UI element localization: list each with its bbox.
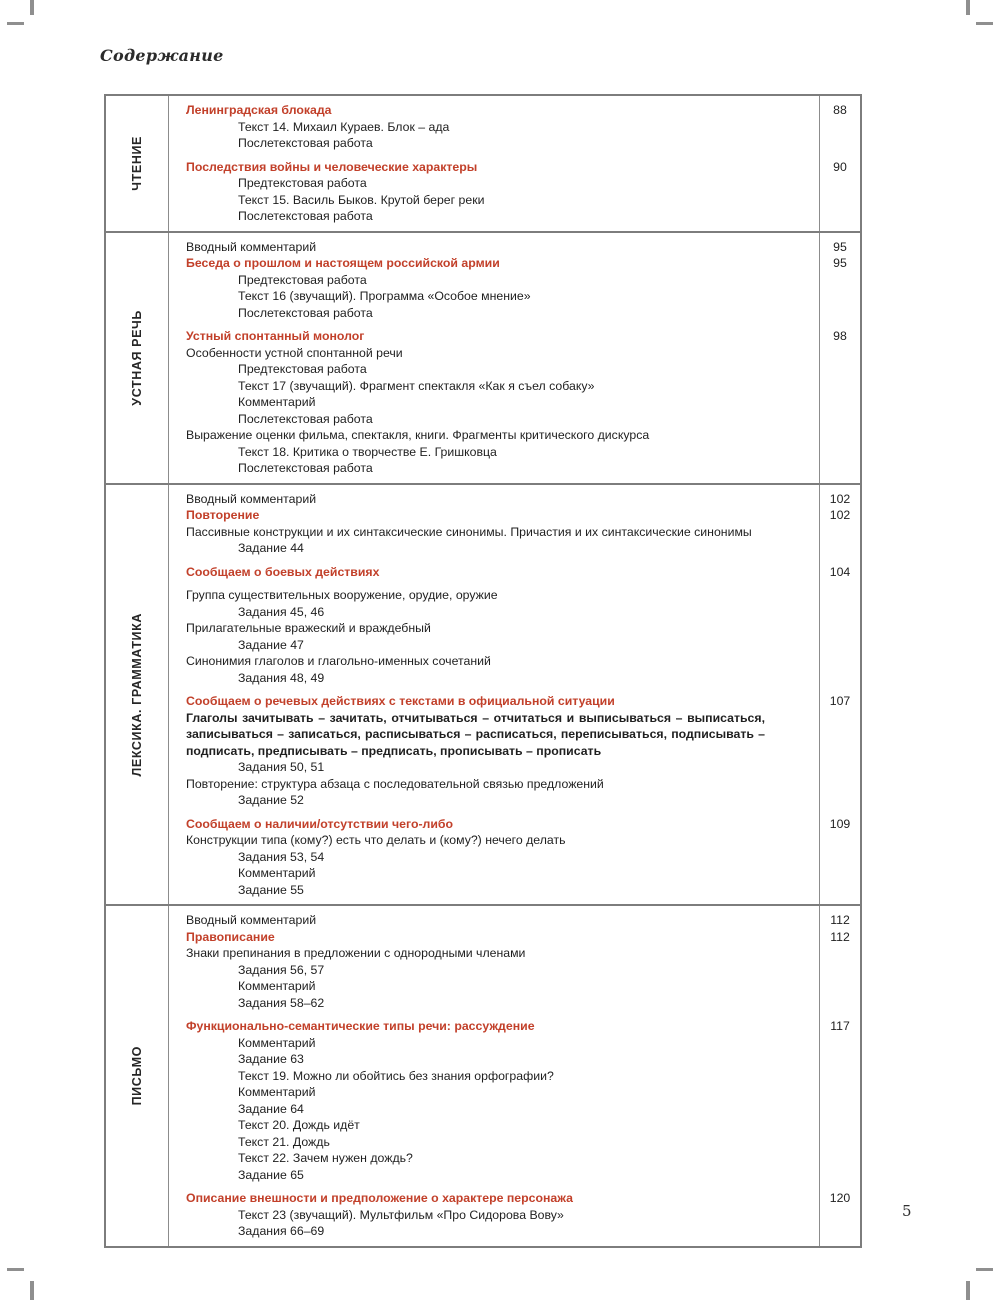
- toc-entry: [186, 255, 860, 272]
- toc-page-number: 102: [829, 491, 851, 506]
- toc-entry-text: Задания 53, 54: [238, 849, 325, 864]
- section-label-cell: [106, 96, 169, 231]
- toc-entry: [186, 637, 860, 654]
- toc-entry: [186, 1117, 860, 1134]
- toc-entry-text: Конструкции типа (кому?) есть что делать и (кому?) нечего делать: [186, 833, 566, 847]
- toc-entry-text: Текст 23 (звучащий). Мультфильм «Про Сидорова Вову»: [238, 1207, 564, 1222]
- toc-entry-text: Комментарий: [238, 395, 316, 409]
- toc-entry-text: Предтекстовая работа: [238, 176, 367, 190]
- toc-entry-text: Вводный комментарий: [186, 913, 317, 927]
- toc-entry: [186, 1035, 860, 1052]
- toc-entry: [186, 288, 860, 305]
- toc-entry: [186, 832, 860, 849]
- toc-entry-text: Текст 15. Василь Быков. Крутой берег реки: [238, 192, 485, 207]
- toc-entry: [186, 239, 860, 256]
- toc-entry: [186, 345, 860, 362]
- toc-entry: [186, 1084, 860, 1101]
- toc-entry: [186, 693, 860, 710]
- toc-entry-text: Задания 45, 46: [238, 604, 325, 619]
- toc-entry-text: Послетекстовая работа: [238, 209, 373, 223]
- toc-entry-text: Задание 52: [238, 793, 304, 807]
- toc-entry: [186, 1167, 860, 1184]
- toc-entry-text: Задание 55: [238, 882, 304, 897]
- toc-entry: [186, 1207, 860, 1224]
- crop-mark-top-right-vertical: [966, 0, 970, 15]
- toc-entry: [186, 1190, 860, 1207]
- toc-entry: [186, 524, 860, 541]
- toc-entry: [186, 491, 860, 508]
- toc-entry: [186, 670, 860, 687]
- toc-entry: [186, 792, 860, 809]
- section-label-cell: [106, 485, 169, 905]
- toc-entry: [186, 759, 860, 776]
- toc-entry: [186, 620, 860, 637]
- toc-entry-text: Комментарий: [238, 1035, 316, 1050]
- crop-mark-top-left-horizontal: [7, 22, 24, 25]
- toc-page-number: 117: [830, 1019, 850, 1033]
- toc-section: [106, 906, 860, 1246]
- toc-entry: [186, 378, 860, 395]
- toc-entry: [186, 394, 860, 411]
- toc-entry: [186, 540, 860, 557]
- toc-entry: [186, 587, 860, 604]
- toc-entry: [186, 604, 860, 621]
- toc-entry-text: Предтекстовая работа: [238, 272, 367, 287]
- toc-entry-text: Задание 63: [238, 1052, 304, 1066]
- folio-page-number: 5: [902, 1202, 912, 1220]
- toc-entry-text: Задание 47: [238, 637, 304, 652]
- toc-entry: [186, 328, 860, 345]
- crop-mark-bottom-left-horizontal: [7, 1268, 24, 1271]
- toc-entry-text: Текст 19. Можно ли обойтись без знания орфографии?: [238, 1068, 554, 1083]
- toc-page-number: 95: [833, 256, 847, 270]
- toc-entry-text: Задания 50, 51: [238, 760, 325, 774]
- toc-entry-text: Сообщаем о речевых действиях с текстами в официальной ситуации: [186, 694, 615, 708]
- toc-entry-text: Функционально-семантические типы речи: рассуждение: [186, 1019, 535, 1033]
- toc-entry-text: Задания 58–62: [238, 995, 325, 1010]
- toc-entry: [186, 912, 860, 929]
- toc-entry-text: Текст 14. Михаил Кураев. Блок – ада: [238, 119, 450, 134]
- crop-mark-bottom-right-vertical: [966, 1281, 970, 1300]
- toc-entry-text: Послетекстовая работа: [238, 461, 373, 475]
- toc-entry: [186, 865, 860, 882]
- toc-entry: [186, 460, 860, 477]
- toc-entry: [186, 564, 860, 581]
- section-label-cell: [106, 233, 169, 483]
- toc-page-number: 120: [829, 1191, 851, 1205]
- toc-entry-text: Устный спонтанный монолог: [186, 329, 365, 343]
- toc-entry-text: Текст 20. Дождь идёт: [238, 1118, 360, 1132]
- crop-mark-bottom-left-vertical: [30, 1281, 34, 1300]
- section-label: ЧТЕНИЕ: [130, 135, 144, 191]
- toc-entry: [186, 816, 860, 833]
- toc-entry-text: Повторение: [186, 508, 260, 522]
- toc-entry: [186, 427, 860, 444]
- crop-mark-bottom-right-horizontal: [976, 1268, 993, 1271]
- section-content-cell: [169, 485, 860, 905]
- toc-entry: [186, 272, 860, 289]
- toc-entry-text: Знаки препинания в предложении с однородными членами: [186, 946, 526, 960]
- toc-entry: [186, 444, 860, 461]
- toc-entry: [186, 978, 860, 995]
- crop-mark-top-left-vertical: [30, 0, 34, 15]
- toc-entry-text: Ленинградская блокада: [186, 103, 332, 117]
- page-title: Содержание: [100, 46, 224, 65]
- toc-page-number: 90: [833, 159, 847, 174]
- toc-entry-text: Комментарий: [238, 866, 316, 880]
- toc-entry: [186, 995, 860, 1012]
- toc-entry-text: Описание внешности и предположение о характере персонажа: [186, 1191, 573, 1205]
- toc-page-number: 107: [829, 694, 851, 708]
- toc-entry-text: Комментарий: [238, 979, 316, 993]
- section-content-cell: [169, 96, 860, 231]
- toc-page-number: 102: [829, 508, 851, 522]
- toc-entry-text: Прилагательные вражеский и враждебный: [186, 621, 431, 635]
- toc-entry: [186, 882, 860, 899]
- toc-entry: [186, 208, 860, 225]
- toc-entry-text: Сообщаем о наличии/отсутствии чего-либо: [186, 816, 454, 831]
- toc-entry-text: Глаголы зачитывать – зачитать, отчитываться – отчитаться и выписываться – выписаться, записываться – записаться, расписываться – расписаться, переписываться, подписывать – подписать, предписывать – предписать, прописывать – прописать: [186, 710, 765, 758]
- section-content-cell: [169, 233, 860, 483]
- toc-entry-text: Выражение оценки фильма, спектакля, книги. Фрагменты критического дискурса: [186, 428, 650, 442]
- toc-entry: [186, 1051, 860, 1068]
- toc-entry-text: Синонимия глаголов и глагольно-именных сочетаний: [186, 654, 491, 668]
- toc-entry: [186, 849, 860, 866]
- section-label: ПИСЬМО: [130, 1046, 144, 1106]
- toc-entry: [186, 1018, 860, 1035]
- toc-entry-text: Правописание: [186, 929, 275, 944]
- toc-page-number: 88: [833, 103, 847, 117]
- toc-entry: [186, 1150, 860, 1167]
- toc-entry-text: Текст 16 (звучащий). Программа «Особое мнение»: [238, 289, 531, 303]
- toc-entry-text: Последствия войны и человеческие характеры: [186, 159, 478, 174]
- toc-entry: [186, 653, 860, 670]
- toc-entry-text: Задания 56, 57: [238, 962, 325, 977]
- toc-entry: [186, 411, 860, 428]
- toc-entry: [186, 1223, 860, 1240]
- toc-entry-text: Сообщаем о боевых действиях: [186, 564, 380, 579]
- toc-section: [106, 485, 860, 907]
- toc-entry: [186, 962, 860, 979]
- toc-entry-text: Текст 18. Критика о творчестве Е. Гришковца: [238, 444, 497, 459]
- toc-entry: [186, 710, 860, 760]
- toc-entry-text: Текст 17 (звучащий). Фрагмент спектакля «Как я съел собаку»: [238, 378, 595, 393]
- section-label: УСТНАЯ РЕЧЬ: [130, 309, 144, 406]
- toc-entry: [186, 159, 860, 176]
- toc-entry: [186, 1068, 860, 1085]
- toc-entry-text: Группа существительных вооружение, орудие, оружие: [186, 588, 498, 602]
- toc-entry-text: Задания 48, 49: [238, 670, 325, 685]
- toc-entry-text: Задание 64: [238, 1101, 304, 1116]
- toc-entry: [186, 1134, 860, 1151]
- toc-table: [104, 94, 862, 1248]
- toc-page-number: 104: [829, 564, 851, 579]
- toc-page-number: 98: [833, 329, 847, 343]
- toc-entry-text: Вводный комментарий: [186, 491, 317, 506]
- toc-entry: [186, 102, 860, 119]
- toc-section: [106, 96, 860, 233]
- toc-entry-text: Текст 21. Дождь: [238, 1134, 330, 1149]
- toc-entry-text: Комментарий: [238, 1085, 316, 1099]
- toc-entry-text: Особенности устной спонтанной речи: [186, 345, 403, 360]
- toc-entry-text: Задание 65: [238, 1167, 304, 1182]
- toc-page-number: 95: [833, 239, 847, 254]
- toc-entry: [186, 192, 860, 209]
- toc-page-number: 112: [830, 913, 850, 927]
- toc-entry-text: Беседа о прошлом и настоящем российской армии: [186, 256, 500, 270]
- toc-entry-text: Задания 66–69: [238, 1224, 325, 1238]
- toc-entry-text: Повторение: структура абзаца с последовательной связью предложений: [186, 776, 604, 791]
- toc-entry: [186, 305, 860, 322]
- toc-entry-text: Послетекстовая работа: [238, 305, 373, 320]
- crop-mark-top-right-horizontal: [976, 22, 993, 25]
- section-content-cell: [169, 906, 860, 1246]
- toc-entry-text: Задание 44: [238, 541, 304, 555]
- toc-entry-text: Послетекстовая работа: [238, 136, 373, 150]
- section-label: ЛЕКСИКА. ГРАММАТИКА: [130, 612, 144, 776]
- toc-entry-text: Пассивные конструкции и их синтаксические синонимы. Причастия и их синтаксические синонимы: [186, 524, 752, 539]
- toc-entry-text: Текст 22. Зачем нужен дождь?: [238, 1151, 413, 1165]
- toc-page-number: 109: [829, 816, 851, 831]
- toc-entry: [186, 361, 860, 378]
- toc-entry: [186, 929, 860, 946]
- toc-entry: [186, 507, 860, 524]
- toc-entry: [186, 119, 860, 136]
- toc-entry: [186, 1101, 860, 1118]
- toc-page-number: 112: [830, 929, 850, 944]
- toc-entry: [186, 135, 860, 152]
- toc-entry-text: Вводный комментарий: [186, 239, 317, 254]
- toc-entry: [186, 945, 860, 962]
- toc-entry-text: Послетекстовая работа: [238, 411, 373, 426]
- toc-section: [106, 233, 860, 485]
- toc-entry: [186, 776, 860, 793]
- section-label-cell: [106, 906, 169, 1246]
- toc-entry: [186, 175, 860, 192]
- toc-entry-text: Предтекстовая работа: [238, 362, 367, 376]
